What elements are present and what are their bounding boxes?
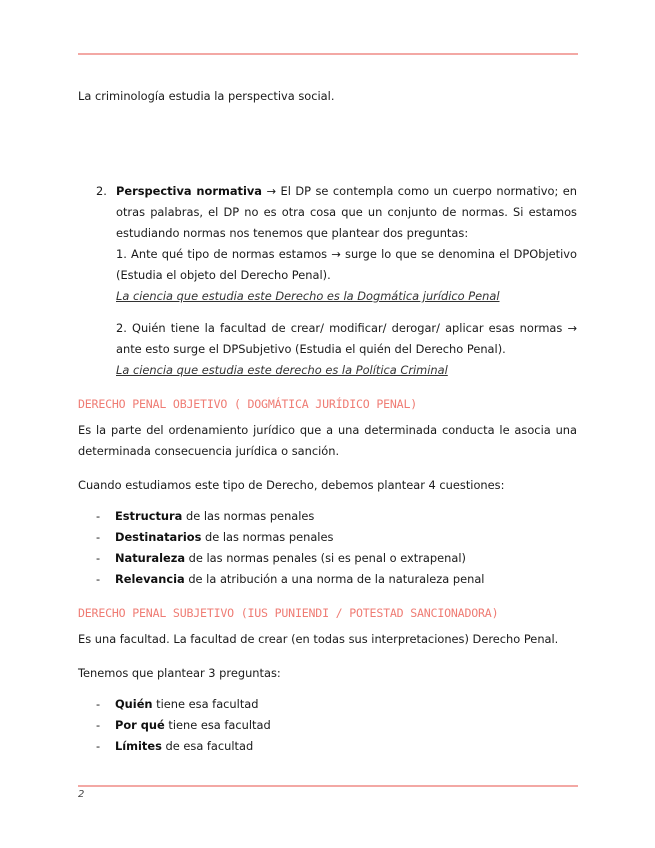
list-number: 2. — [96, 184, 107, 198]
item-text: → El DP se contempla como un cuerpo normativo; en otras palabras, el DP no es otra cosa que un conjunto de normas. Si estamos estudiando normas nos tenemos que plantear dos preguntas: — [116, 184, 577, 240]
footer-rule — [78, 785, 578, 787]
section-heading-objetivo: DERECHO PENAL OBJETIVO ( DOGMÁTICA JURÍDICO PENAL) — [78, 397, 418, 411]
subjetivo-definition: Es una facultad. La facultad de crear (en todas sus interpretaciones) Derecho Penal. — [78, 632, 559, 646]
question-2-science-link[interactable]: La ciencia que estudia este derecho es la Política Criminal — [116, 363, 448, 377]
item-title: Perspectiva normativa — [116, 184, 262, 198]
question-2: 2. Quién tiene la facultad de crear/ modificar/ derogar/ aplicar esas normas → ante esto surge el DPSubjetivo (Estudia el quién del Derecho Penal). — [116, 321, 577, 356]
header-rule — [78, 53, 578, 55]
page-number: 2 — [78, 789, 85, 800]
section-heading-subjetivo: DERECHO PENAL SUBJETIVO (IUS PUNIENDI / POTESTAD SANCIONADORA) — [78, 606, 499, 620]
subjetivo-intro: Tenemos que plantear 3 preguntas: — [78, 666, 281, 680]
objetivo-intro: Cuando estudiamos este tipo de Derecho, debemos plantear 4 cuestiones: — [78, 478, 505, 492]
intro-paragraph: La criminología estudia la perspectiva social. — [78, 89, 335, 103]
question-1: 1. Ante qué tipo de normas estamos → surge lo que se denomina el DPObjetivo (Estudia el objeto del Derecho Penal). — [116, 247, 577, 282]
question-1-science-link[interactable]: La ciencia que estudia este Derecho es la Dogmática jurídico Penal — [116, 289, 500, 303]
item-perspectiva-normativa — [116, 181, 577, 244]
objetivo-definition: Es la parte del ordenamiento jurídico que a una determinada conducta le asocia una determinada consecuencia jurídica o sanción. — [78, 423, 577, 458]
